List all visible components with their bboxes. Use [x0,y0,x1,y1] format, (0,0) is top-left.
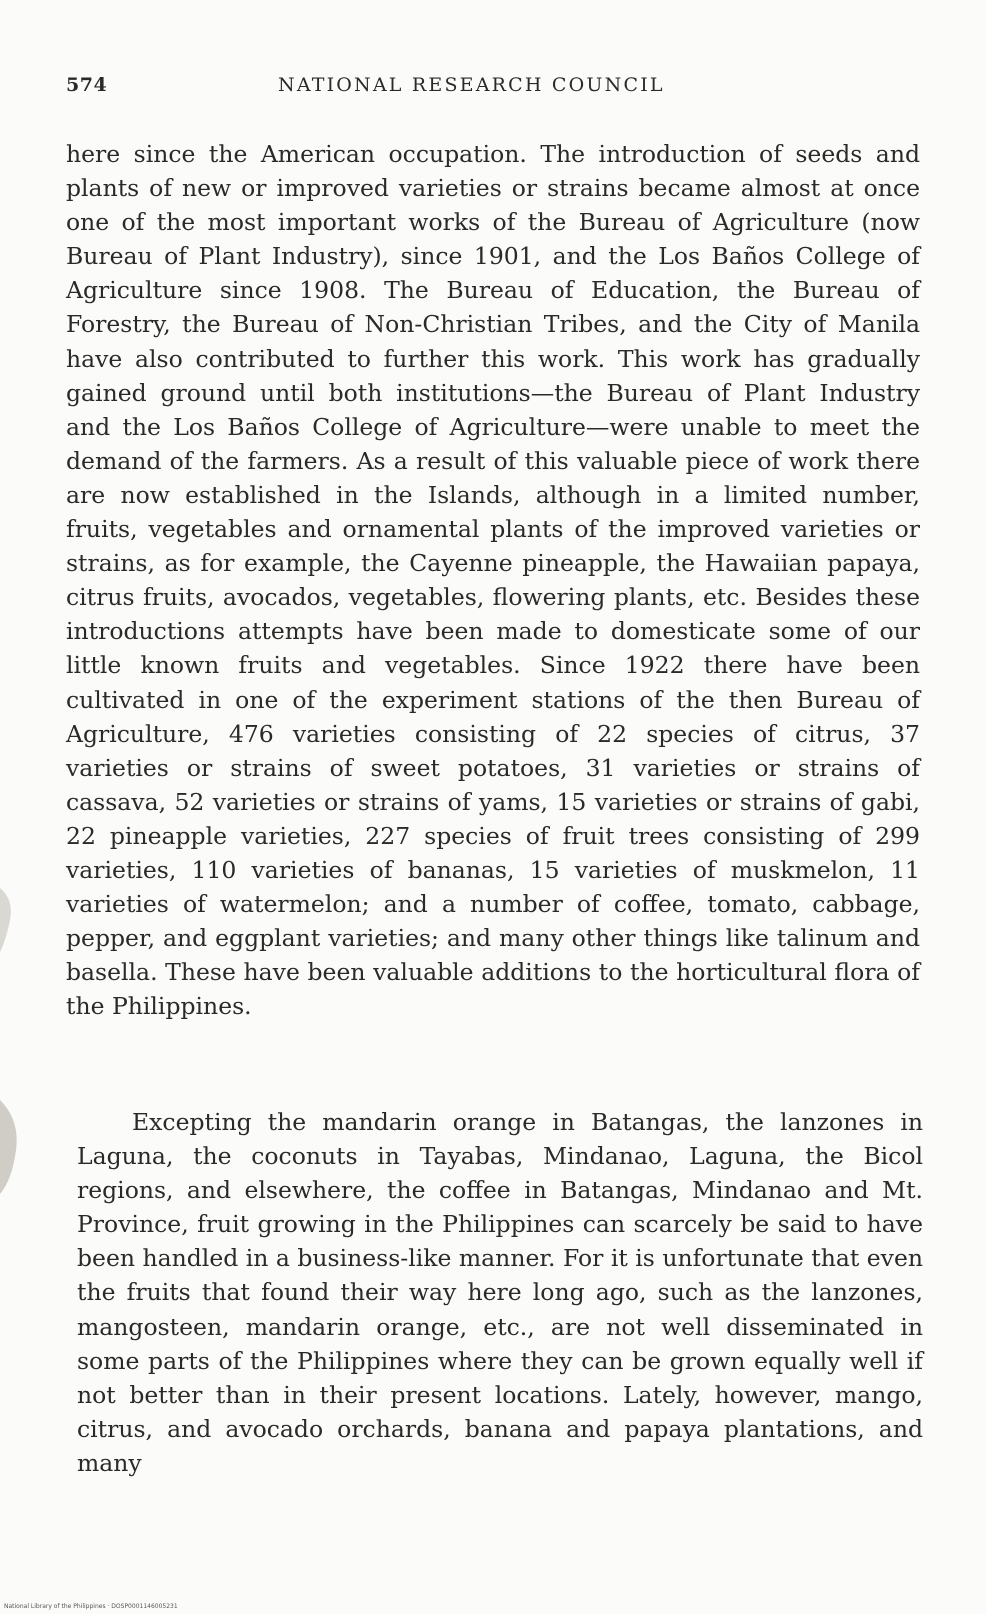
running-head: NATIONAL RESEARCH COUNCIL [278,74,665,96]
page-header [66,74,916,108]
body-paragraph-1: here since the American occupation. The introduction of seeds and plants of new or improved varieties or strains became almost at once one of the most important works of the Bureau of Agriculture (now Bureau of Plant Industry), since 1901, and the Los Baños College of Agriculture since 1908. The Bureau of Education, the Bureau of Forestry, the Bureau of Non-Christian Tribes, and the City of Manila have also contributed to further this work. This work has gradually gained ground until both institutions—the Bureau of Plant Industry and the Los Baños College of Agriculture—were unable to meet the demand of the farmers. As a result of this valuable piece of work there are now established in the Islands, although in a limited number, fruits, vegetables and ornamental plants of the improved varieties or strains, as for example, the Cayenne pineapple, the Hawaiian papaya, citrus fruits, avocados, vegetables, flowering plants, etc. Besides these introductions attempts have been made to domesticate some of our little known fruits and vegetables. Since 1922 there have been cultivated in one of the experiment stations of the then Bureau of Agriculture, 476 varieties consisting of 22 species of citrus, 37 varieties or strains of sweet potatoes, 31 varieties or strains of cassava, 52 varieties or strains of yams, 15 varieties or strains of gabi, 22 pineapple varieties, 227 species of fruit trees consisting of 299 varieties, 110 varieties of bananas, 15 varieties of muskmelon, 11 varieties of watermelon; and a number of coffee, tomato, cabbage, pepper, and eggplant varieties; and many other things like talinum and basella. These have been valuable additions to the horticultural flora of the Philippines. [66,140,920,1021]
page-number: 574 [66,74,108,96]
binding-shadow-mark [0,1090,24,1200]
binding-shadow-mark [0,880,24,960]
scan-credit: National Library of the Philippines · DOSP0001146005231 [4,1603,178,1610]
body-paragraph-2: Excepting the mandarin orange in Batangas, the lanzones in Laguna, the coconuts in Tayabas, Mindanao, Laguna, the Bicol regions, and elsewhere, the coffee in Batangas, Mindanao and Mt. Province, fruit growing in the Philippines can scarcely be said to have been handled in a business-like manner. For it is unfortunate that even the fruits that found their way here long ago, such as the lanzones, mangosteen, mandarin orange, etc., are not well disseminated in some parts of the Philippines where they can be grown equally well if not better than in their present locations. Lately, however, mango, citrus, and avocado orchards, banana and papaya plantations, and many [77,1108,923,1477]
